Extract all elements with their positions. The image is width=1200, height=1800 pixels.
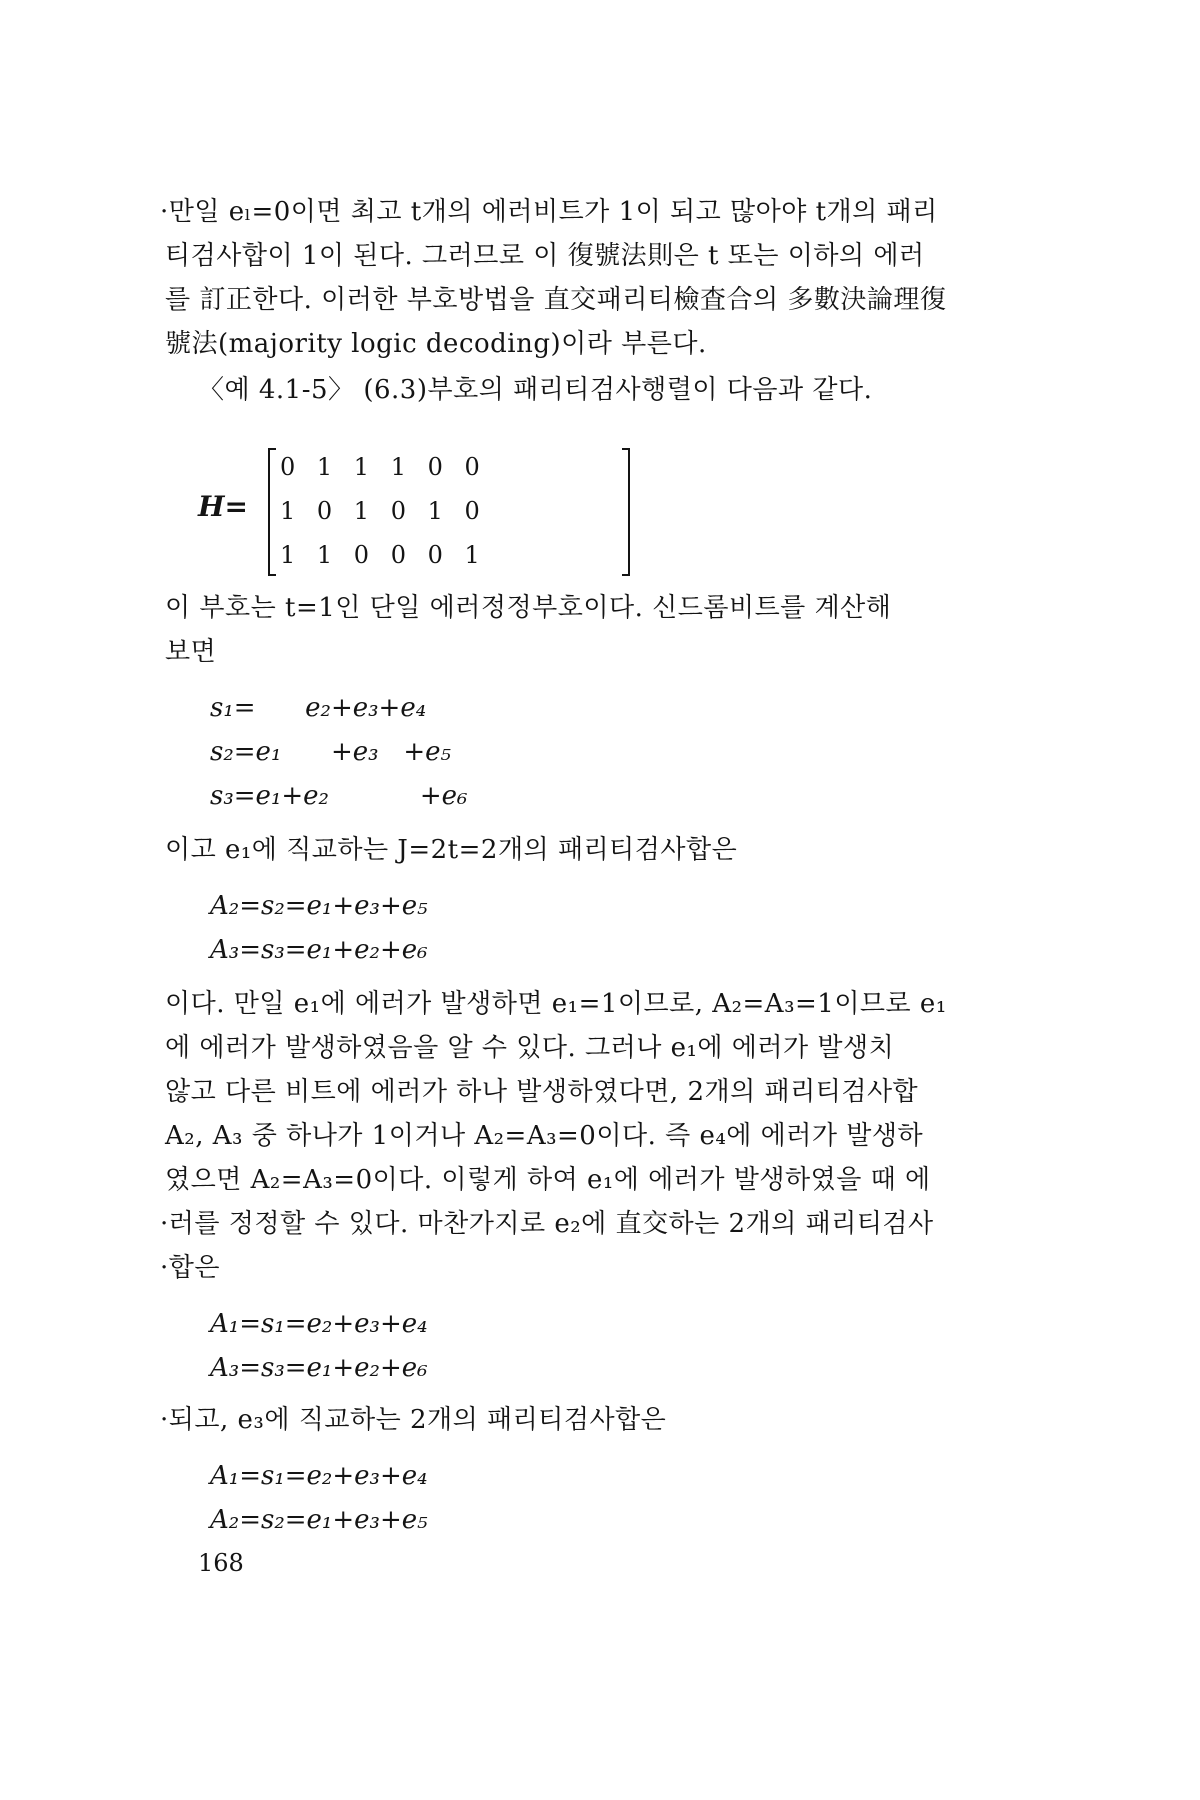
matrix-row-2: 1 0 1 0 1 0 [280,497,484,525]
matrix-right-bracket [622,448,630,576]
checksum-e3-A1: A₁=s₁=e₂+e₃+e₄ [210,1461,428,1491]
paragraph1-line-4: 號法(majority logic decoding)이라 부른다. [165,329,707,359]
paragraph1-line-1: ·만일 eₗ=0이면 최고 t개의 에러비트가 1이 되고 많아야 t개의 패리 [160,197,938,227]
checksum-e1-A2: A₂=s₂=e₁+e₃+e₅ [210,891,428,921]
paragraph4-line-3: 않고 다른 비트에 에러가 하나 발생하였다면, 2개의 패리티검사합 [165,1077,919,1107]
checksum-e1-A3: A₃=s₃=e₁+e₂+e₆ [210,935,428,965]
matrix-row-3: 1 1 0 0 0 1 [280,541,484,569]
paragraph4-line-1: 이다. 만일 e₁에 에러가 발생하면 e₁=1이므로, A₂=A₃=1이므로 e₁ [165,989,947,1019]
paragraph2-line-2: 보면 [165,637,217,667]
syndrome-s1: s₁= e₂+e₃+e₄ [210,693,427,723]
page-number: 168 [198,1549,244,1577]
paragraph2-line-1: 이 부호는 t=1인 단일 에러정정부호이다. 신드롬비트를 계산해 [165,593,892,623]
example-heading: 〈예 4.1-5〉 (6.3)부호의 패리티검사행렬이 다음과 같다. [198,375,873,405]
paragraph1-line-2: 티검사합이 1이 된다. 그러므로 이 復號法則은 t 또는 이하의 에러 [165,241,925,271]
paragraph5-line: ·되고, e₃에 직교하는 2개의 패리티검사합은 [160,1405,667,1435]
parity-check-matrix [198,448,484,576]
paragraph4-line-6: ·러를 정정할 수 있다. 마찬가지로 e₂에 直交하는 2개의 패리티검사 [160,1209,934,1239]
syndrome-s2: s₂=e₁ +e₃ +e₅ [210,737,451,767]
paragraph3-line: 이고 e₁에 직교하는 J=2t=2개의 패리티검사합은 [165,835,738,865]
matrix-left-bracket [268,448,276,576]
checksum-e2-A1: A₁=s₁=e₂+e₃+e₄ [210,1309,428,1339]
syndrome-s3: s₃=e₁+e₂ +e₆ [210,781,468,811]
matrix-label: H= [198,490,248,523]
checksum-e2-A3: A₃=s₃=e₁+e₂+e₆ [210,1353,428,1383]
matrix-row-1: 0 1 1 1 0 0 [280,453,484,481]
paragraph4-line-5: 였으면 A₂=A₃=0이다. 이렇게 하여 e₁에 에러가 발생하였을 때 에 [165,1165,931,1195]
paragraph4-line-7: ·합은 [160,1253,220,1283]
paragraph4-line-2: 에 에러가 발생하였음을 알 수 있다. 그러나 e₁에 에러가 발생치 [165,1033,895,1063]
checksum-e3-A2: A₂=s₂=e₁+e₃+e₅ [210,1505,428,1535]
paragraph1-line-3: 를 訂正한다. 이러한 부호방법을 直交패리티檢査合의 多數決論理復 [165,285,947,315]
paragraph4-line-4: A₂, A₃ 중 하나가 1이거나 A₂=A₃=0이다. 즉 e₄에 에러가 발생하 [165,1121,924,1151]
